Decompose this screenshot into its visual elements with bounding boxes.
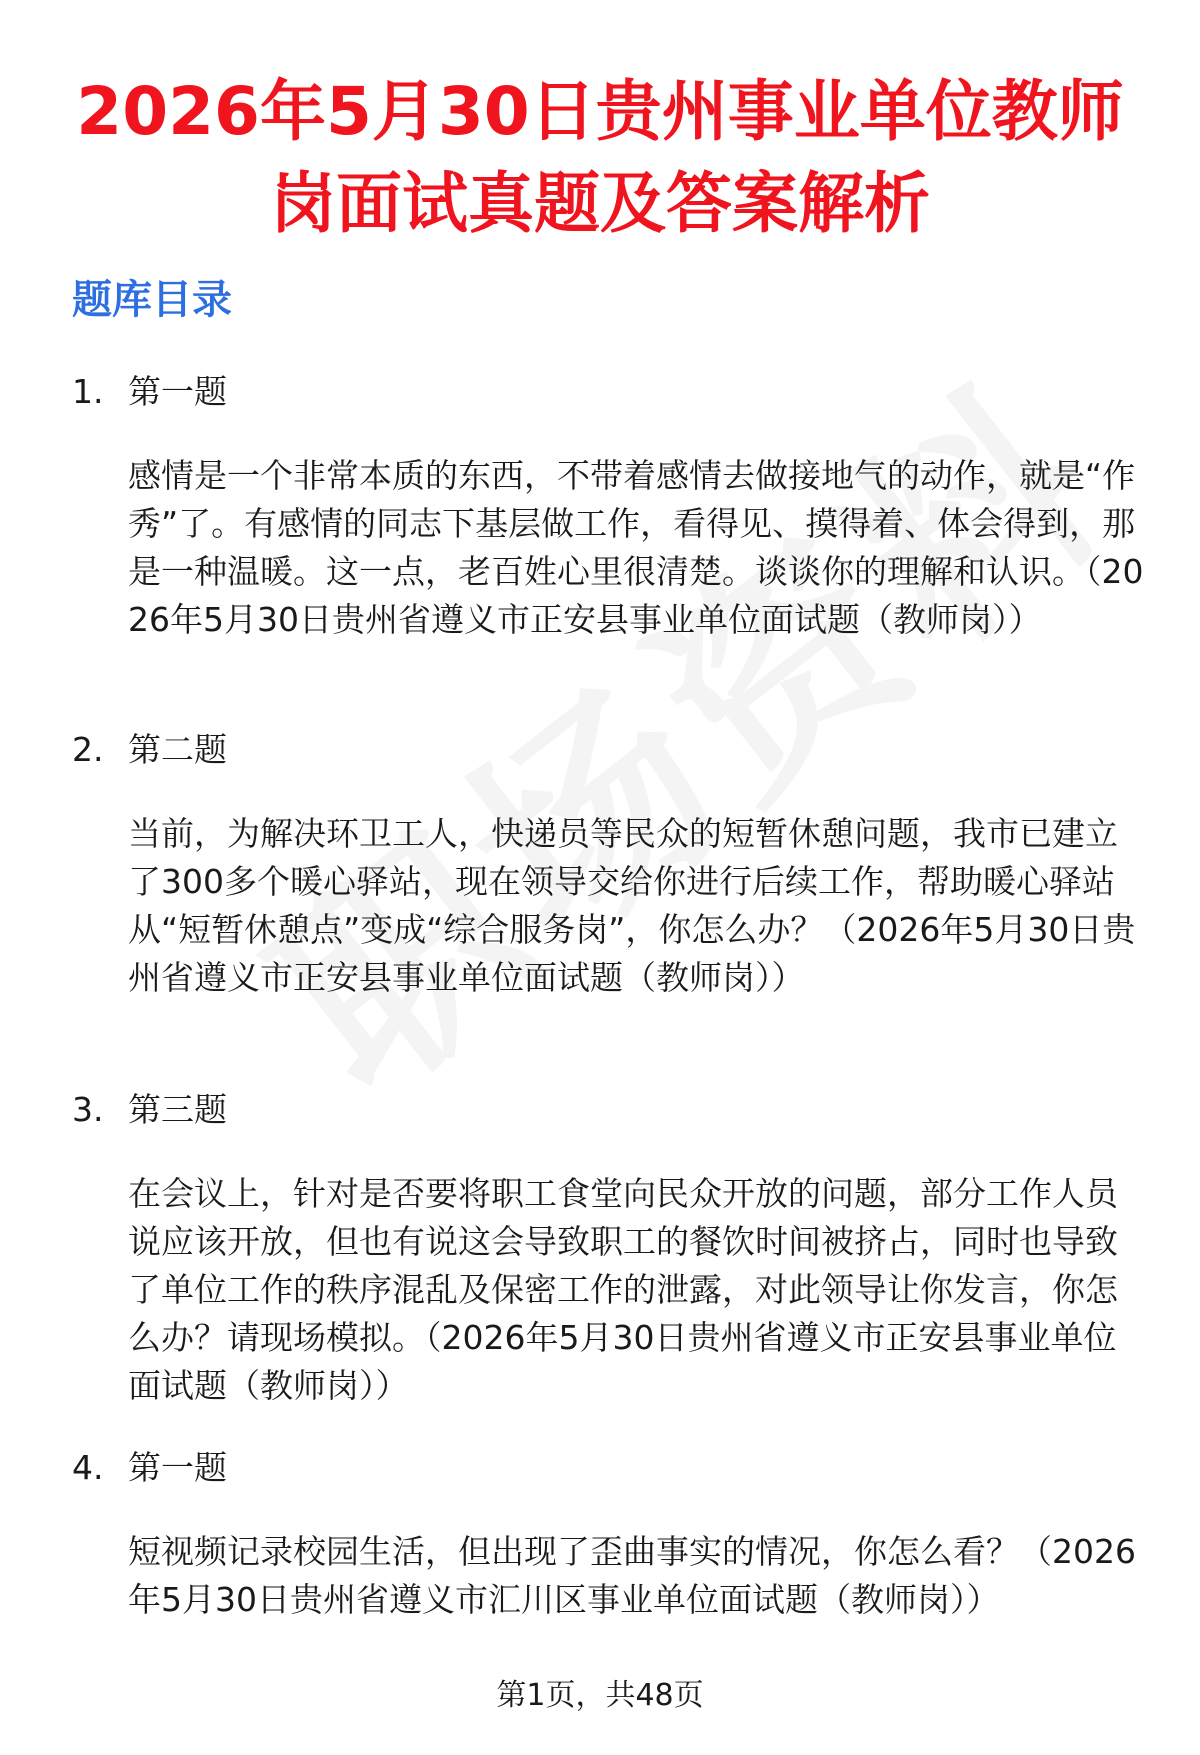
question-item-3: [72, 1086, 1152, 1410]
question-text: 感情是一个非常本质的东西，不带着感情去做接地气的动作，就是“作秀”了。有感情的同志下基层做工作，看得见、摸得着、体会得到，那是一种温暖。这一点，老百姓心里很清楚。谈谈你的理解和认识。（2026年5月30日贵州省遵义市正安县事业单位面试题（教师岗））: [128, 456, 1144, 639]
question-header: [72, 1086, 1152, 1134]
question-label: 第一题: [128, 372, 227, 411]
question-number: 4.: [72, 1448, 104, 1487]
question-number: 1.: [72, 372, 104, 411]
question-header: [72, 1444, 1152, 1492]
page-title: 2026年5月30日贵州事业单位教师岗面试真题及答案解析: [76, 73, 1124, 242]
question-text: 在会议上，针对是否要将职工食堂向民众开放的问题，部分工作人员说应该开放，但也有说这会导致职工的餐饮时间被挤占，同时也导致了单位工作的秩序混乱及保密工作的泄露，对此领导让你发言，你怎么办？请现场模拟。（2026年5月30日贵州省遵义市正安县事业单位面试题（教师岗））: [128, 1174, 1118, 1405]
question-item-1: [72, 368, 1152, 644]
question-item-4: [72, 1444, 1152, 1624]
question-header: [72, 726, 1152, 774]
question-item-2: [72, 726, 1152, 1002]
question-number: 2.: [72, 730, 104, 769]
question-header: [72, 368, 1152, 416]
question-text: 短视频记录校园生活，但出现了歪曲事实的情况，你怎么看？（2026年5月30日贵州省遵义市汇川区事业单位面试题（教师岗））: [128, 1532, 1136, 1619]
question-label: 第二题: [128, 730, 227, 769]
question-label: 第三题: [128, 1090, 227, 1129]
question-text: 当前，为解决环卫工人，快递员等民众的短暂休憩问题，我市已建立了300多个暖心驿站，现在领导交给你进行后续工作，帮助暖心驿站从“短暂休憩点”变成“综合服务岗”，你怎么办？（2026年5月30日贵州省遵义市正安县事业单位面试题（教师岗））: [128, 814, 1136, 997]
page-footer: 第1页，共48页: [496, 1678, 704, 1713]
toc-heading: 题库目录: [72, 277, 232, 323]
question-label: 第一题: [128, 1448, 227, 1487]
question-number: 3.: [72, 1090, 104, 1129]
